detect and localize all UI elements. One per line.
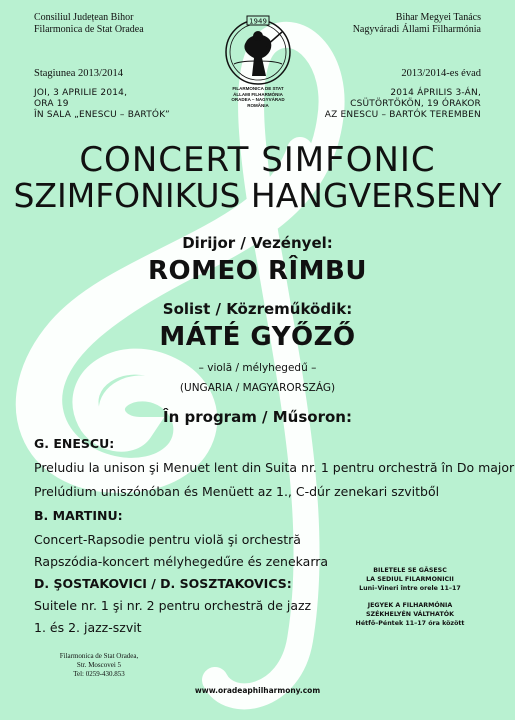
date-hu-line: CSÜTÖRTÖKÖN, 19 ÓRAKOR — [350, 99, 481, 109]
ticket-line: BILETELE SE GĂSESC — [373, 567, 447, 574]
organizer-ro — [34, 12, 144, 36]
program-work: 1. és 2. jazz-szvit — [34, 620, 142, 635]
date-ro-line: ÎN SALA „ENESCU – BARTÓK” — [34, 110, 170, 120]
program-composer — [34, 576, 292, 591]
season-hu: 2013/2014-es évad — [401, 68, 481, 79]
program-work: Concert-Rapsodie pentru violă şi orchestră — [34, 532, 301, 547]
composer-name: B. MARTINU: — [34, 508, 123, 523]
date-ro-line: JOI, 3 APRILIE 2014, — [34, 88, 128, 98]
ticket-line: LA SEDIUL FILARMONICII — [366, 576, 454, 583]
season-ro: Stagiunea 2013/2014 — [34, 68, 123, 79]
logo-year: 1949 — [249, 17, 267, 26]
composer-name: G. ENESCU: — [34, 436, 115, 451]
program-work: Suitele nr. 1 şi nr. 2 pentru orchestră de jazz — [34, 598, 312, 613]
organizer-ro-line: Consiliul Județean Bihor — [34, 12, 134, 23]
program-work: Rapszódia-koncert mélyhegedűre és zenekarra — [34, 554, 329, 569]
date-hu — [325, 88, 481, 121]
soloist-country: (UNGARIA / MAGYARORSZÁG) — [179, 382, 336, 394]
program-work: Prelúdium uniszónóban és Menüett az 1., C-dúr zenekari szvitből — [34, 484, 440, 499]
organizer-ro-line: Filarmonica de Stat Oradea — [34, 24, 144, 35]
logo-caption-line: FILARMONICA DE STAT — [232, 86, 284, 91]
ticket-line: SZÉKHELYÉN VÁLTHATÓK — [366, 611, 454, 618]
organizer-hu-line: Nagyváradi Állami Filharmónia — [352, 24, 481, 35]
date-ro — [34, 88, 170, 121]
soloist-label: Solist / Közreműködik: — [162, 300, 353, 318]
ticket-spacer — [320, 593, 500, 601]
program-work: Preludiu la unison şi Menuet lent din Suita nr. 1 pentru orchestră în Do major — [34, 460, 515, 475]
ticket-line: Hétfő–Péntek 11–17 óra között — [355, 620, 465, 627]
organizer-hu — [353, 12, 481, 36]
address-line: Tel: 0259-430.853 — [73, 670, 125, 678]
conductor-name: ROMEO RÎMBU — [148, 256, 367, 286]
program-composer — [34, 508, 123, 523]
ticket-line: Luni–Vineri între orele 11–17 — [359, 585, 461, 592]
title-ro: CONCERT SIMFONIC — [79, 140, 436, 180]
website-link[interactable]: www.oradeaphilharmony.com — [194, 686, 321, 695]
logo-caption-line: ORADEA – NAGYVÁRAD — [231, 97, 285, 102]
ticket-info — [320, 566, 500, 628]
address-line: Filarmonica de Stat Oradea, — [59, 652, 139, 660]
composer-name: D. ŞOSTAKOVICI / D. SOSZTAKOVICS: — [34, 576, 292, 591]
soloist-name: MÁTÉ GYŐZŐ — [159, 322, 356, 352]
logo-caption-line: ÁLLAMI FILHARMÓNIA — [233, 91, 283, 97]
address — [34, 652, 164, 679]
logo-caption-line: ROMÂNIA — [247, 102, 269, 108]
organizer-hu-line: Bihar Megyei Tanács — [395, 12, 481, 23]
program-label: În program / Műsoron: — [163, 408, 352, 426]
date-hu-line: 2014 ÁPRILIS 3-ÁN, — [390, 88, 481, 98]
address-line: Str. Moscovei 5 — [76, 661, 122, 669]
date-ro-line: ORA 19 — [34, 99, 69, 109]
logo-caption — [196, 86, 320, 108]
date-hu-line: AZ ENESCU – BARTÓK TEREMBEN — [324, 110, 481, 120]
title-hu: SZIMFONIKUS HANGVERSENY — [13, 176, 502, 215]
soloist-instrument: – violă / mélyhegedű – — [198, 362, 317, 374]
ticket-line: JEGYEK A FILHARMÓNIA — [367, 602, 453, 609]
conductor-label: Dirijor / Vezényel: — [182, 234, 333, 252]
program-composer — [34, 436, 114, 451]
